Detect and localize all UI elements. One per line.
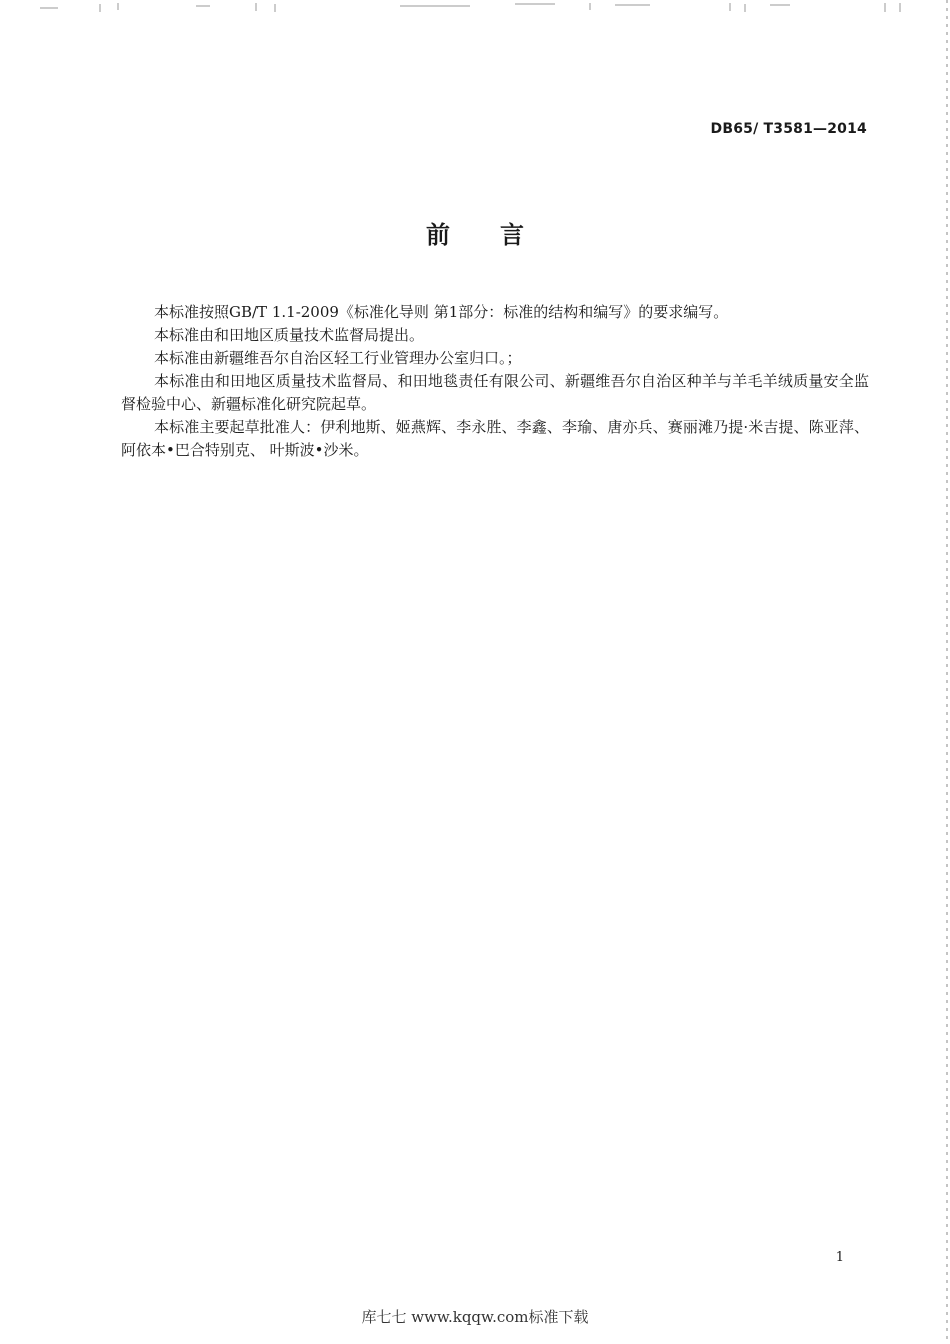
paragraph-drafting-units: 本标准由和田地区质量技术监督局、和田地毯责任有限公司、新疆维吾尔自治区种羊与羊毛羊绒质量安全监督检验中心、新疆标准化研究院起草。: [121, 372, 869, 413]
scan-right-edge: [946, 0, 948, 1344]
paragraph-administrator: 本标准由新疆维吾尔自治区轻工行业管理办公室归口。；: [154, 349, 522, 367]
paragraph-drafting-rule: 本标准按照GB/T 1.1-2009《标准化导则 第1部分：标准的结构和编写》的要求编写。: [154, 303, 729, 321]
page-title: 前言: [426, 221, 574, 249]
scan-edge-marks: [0, 0, 950, 14]
paragraph-proposer: 本标准由和田地区质量技术监督局提出。: [154, 326, 425, 344]
paragraph-drafters: 本标准主要起草批准人：伊利地斯、姬燕辉、李永胜、李鑫、李瑜、唐亦兵、赛丽滩乃提·米吉提、陈亚萍、阿依本•巴合特别克、 叶斯波•沙米。: [121, 418, 869, 459]
standard-code: DB65/ T3581—2014: [710, 121, 867, 137]
page-number: 1: [835, 1250, 844, 1265]
download-footer: 库七七 www.kqqw.com标准下载: [361, 1308, 589, 1326]
foreword-body: [121, 301, 869, 462]
